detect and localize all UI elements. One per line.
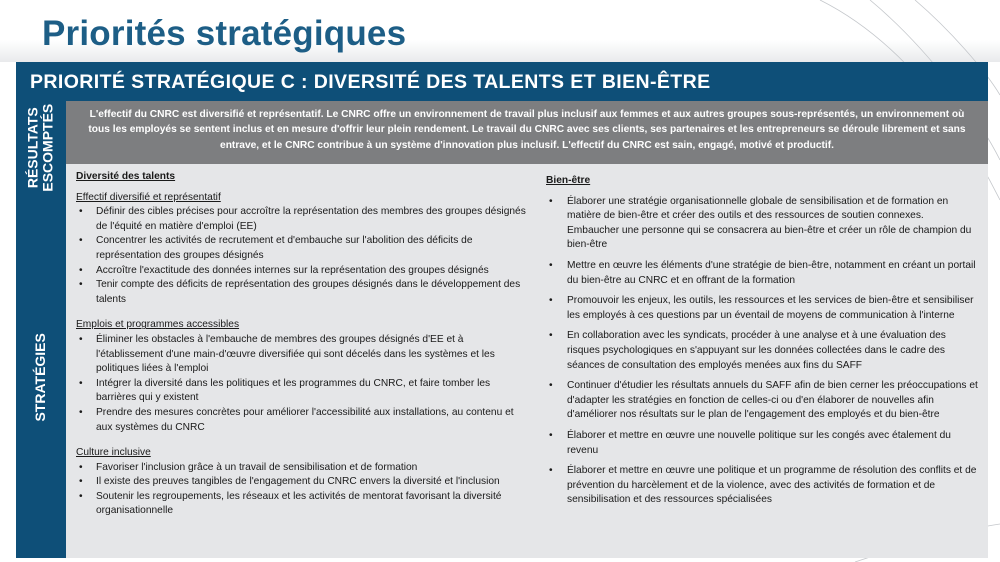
side-label-strategies bbox=[16, 196, 64, 558]
wellbeing-title: Bien-être bbox=[546, 175, 591, 186]
page-title: Priorités stratégiques bbox=[42, 14, 407, 53]
talent-diversity-title: Diversité des talents bbox=[76, 171, 176, 182]
list-item: • Élaborer une stratégie organisationnelle globale de sensibilisation et de formation en matière de bien-être et créer des outils et des ressources de soutien connexes. Embaucher une personne qui se consacrera au bien-être et créer un rôle de champion du bien-être bbox=[546, 195, 978, 253]
expected-results-box bbox=[66, 101, 988, 164]
list-item: • Promouvoir les enjeux, les outils, les ressources et les services de bien-être et sensibiliser les employés à ces questions par un éventail de moyens de communication à l'interne bbox=[546, 294, 978, 323]
list-item: • Mettre en œuvre les éléments d'une stratégie de bien-être, notamment en créant un portail du bien-être au CNRC et en offrant de la formation bbox=[546, 259, 978, 288]
list-item: • Éliminer les obstacles à l'embauche de membres des groupes désignés d'EE et à l'établissement d'une main-d'œuvre diversifiée qui sont décelés dans les systèmes et les politiques liées à l'emploi bbox=[76, 333, 526, 377]
side-label-expected-results bbox=[16, 100, 64, 196]
section-title: Culture inclusive bbox=[76, 447, 151, 459]
wellbeing-column bbox=[539, 164, 988, 508]
list-item: • Intégrer la diversité dans les politiques et les programmes du CNRC, et faire tomber les barrières qui y existent bbox=[76, 377, 526, 406]
priority-header-text: PRIORITÉ STRATÉGIQUE C : DIVERSITÉ DES TALENTS ET BIEN-ÊTRE bbox=[30, 70, 711, 93]
list-item: • Soutenir les regroupements, les réseaux et les activités de mentorat favorisant la diversité organisationnelle bbox=[76, 490, 526, 519]
priority-header bbox=[16, 66, 988, 98]
strategies-content bbox=[66, 164, 988, 558]
list-item: • Tenir compte des déficits de représentation des groupes désignés dans le développement des talents bbox=[76, 278, 526, 307]
list-item: • Continuer d'étudier les résultats annuels du SAFF afin de bien cerner les préoccupations et d'adapter les stratégies en fonction de celles-ci ou d'en élaborer de nouvelles afin d'améliorer nos résultats sur le plan de l'engagement des employés et du bien-être bbox=[546, 379, 978, 423]
bullet-list bbox=[76, 333, 526, 435]
side-label-strategies-text: STRATÉGIES bbox=[31, 332, 48, 422]
expected-results-text: L'effectif du CNRC est diversifié et représentatif. Le CNRC offre un environnement de travail plus inclusif aux femmes et aux autres groupes sous-représentés, un environnement où tous les employés se sentent inclus et en mesure d'offrir leur plein rendement. Le travail du CNRC avec ses clients, ses partenaires et les entrepreneurs se déroule librement et sans entrave, et le CNRC contribue à un système d'innovation plus inclusif. L'effectif du CNRC est sain, engagé, motivé et productif. bbox=[88, 109, 966, 151]
list-item: • Définir des cibles précises pour accroître la représentation des membres des groupes désignés de l'équité en matière d'emploi (EE) bbox=[76, 205, 526, 234]
bullet-list bbox=[76, 461, 526, 519]
list-item: • Il existe des preuves tangibles de l'engagement du CNRC envers la diversité et l'inclusion bbox=[76, 475, 526, 490]
list-item: • Accroître l'exactitude des données internes sur la représentation des groupes désignés bbox=[76, 264, 526, 279]
side-label-results-line2: ESCOMPTÉS bbox=[39, 104, 55, 192]
list-item: • Élaborer et mettre en œuvre une nouvelle politique sur les congés avec étalement du revenu bbox=[546, 429, 978, 458]
bullet-list bbox=[546, 195, 978, 508]
side-label-results-line1: RÉSULTATS bbox=[24, 107, 41, 189]
section-title: Emplois et programmes accessibles bbox=[76, 319, 240, 331]
talent-diversity-column bbox=[66, 164, 536, 519]
section-title: Effectif diversifié et représentatif bbox=[76, 191, 221, 203]
list-item: • Prendre des mesures concrètes pour améliorer l'accessibilité aux installations, au contenu et aux systèmes du CNRC bbox=[76, 406, 526, 435]
list-item: • Élaborer et mettre en œuvre une politique et un programme de résolution des conflits et de prévention du harcèlement et de la violence, avec des activités de formation et de sensibilisation et des ressources spécialisées bbox=[546, 464, 978, 508]
list-item: • Concentrer les activités de recrutement et d'embauche sur l'abolition des déficits de représentation des groupes désignés bbox=[76, 234, 526, 263]
bullet-list bbox=[76, 205, 526, 307]
list-item: • Favoriser l'inclusion grâce à un travail de sensibilisation et de formation bbox=[76, 461, 526, 476]
list-item: • En collaboration avec les syndicats, procéder à une analyse et à une évaluation des risques psychologiques en s'appuyant sur les données collectées dans le cadre des séances de consultation des employés menées aux fins du SAFF bbox=[546, 329, 978, 373]
